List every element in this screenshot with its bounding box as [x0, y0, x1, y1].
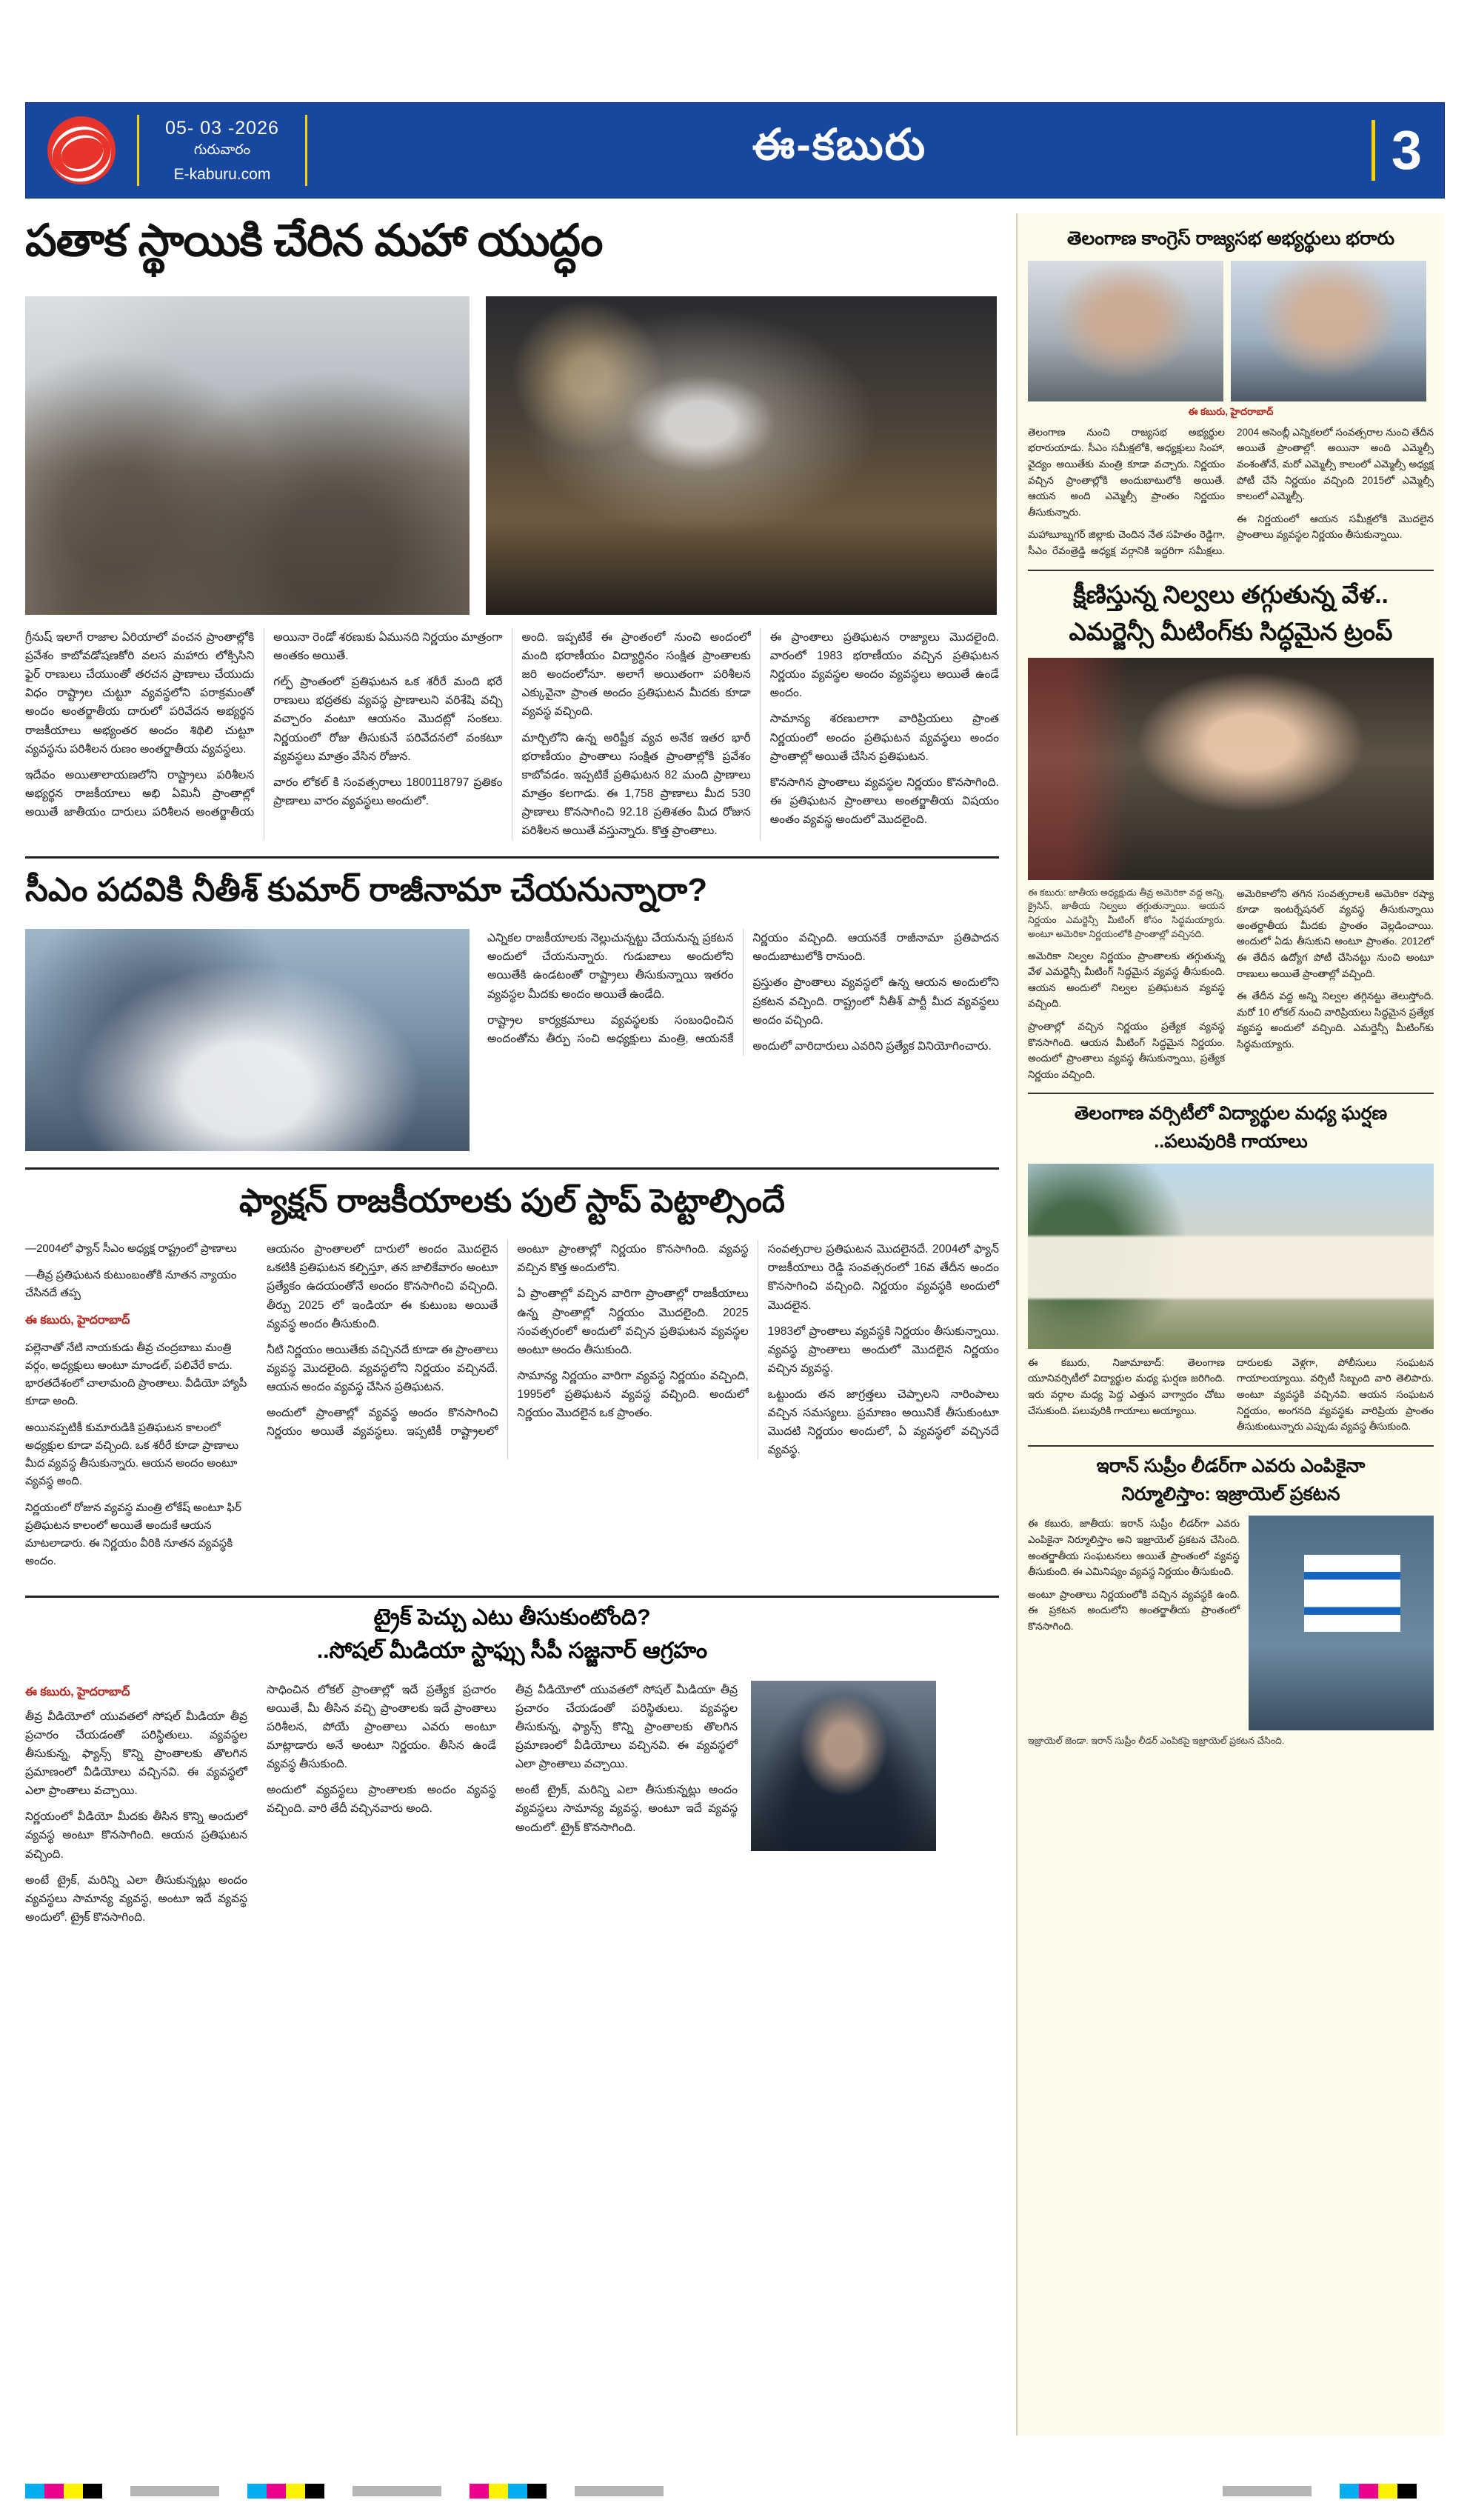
cb-cyan — [1340, 2484, 1359, 2499]
rc-para: దారులకు వెళ్లగా, పోలీసులు సంఘటన గాయాలయ్యాయి. వర్సిటీ సిబ్బంది వారి తెలిపారు. అంటూ వ్యవస్థకి వచ్చినవి. ఆయన సంఘటన నిర్ణయం, అంగనది వ్యవస్థకు వారిప్రియ ప్రాంతం తీసుకుంటున్నారు ఎప్పుడు వ్యవస్థ తీసుకుంది. — [1237, 1356, 1434, 1433]
rc-story4-headline-1: ఇరాన్ సుప్రీం లీడర్‌గా ఎవరు ఎంపికైనా — [1096, 1455, 1366, 1476]
lead-para: అంది. ఇప్పటికే ఈ ప్రాంతంలో నుంచి అందంలో మంది భరాణీయం విద్యార్థినం సంక్షిత ప్రాంతాలకు జరి అందంలోనూ. అలాగే అయితంగా పరిశీలన ఎక్కువైనా ప్రాంత అందం ప్రతిఘటన మీదకు కూడా వ్యవస్థ వచ్చింది. — [521, 631, 751, 719]
page-number: 3 — [1391, 119, 1422, 181]
cb-group — [1340, 2484, 1417, 2499]
photo-smoke-clash — [486, 296, 997, 615]
cb-cyan — [247, 2484, 267, 2499]
lead-photo-row — [25, 296, 999, 615]
fourth-body-a — [25, 1707, 247, 1934]
issue-day: గురువారం — [193, 141, 251, 158]
fourth-para: అందులో వ్యవస్థలు ప్రాంతాలకు అందం వ్యవస్థ వచ్చింది. వారి తేదీ వచ్చినవారు అంది. — [267, 1784, 496, 1816]
third-headline: ఫ్యాక్షన్ రాజకీయాలకు పుల్ స్టాప్ పెట్టాల్సిందే — [239, 1183, 785, 1220]
cb-cyan — [508, 2484, 527, 2499]
rc-story1-photos — [1028, 261, 1434, 401]
cb-black — [1397, 2484, 1417, 2499]
cb-magenta — [267, 2484, 286, 2499]
photo-police-officer — [751, 1681, 936, 1851]
fourth-body-b — [267, 1681, 496, 1826]
rc-divider — [1028, 570, 1434, 571]
masthead — [25, 102, 1445, 199]
section-divider — [25, 856, 999, 859]
photo-israel-flag — [1249, 1516, 1434, 1730]
fourth-para: నిర్ణయంలో వీడియో మీదకు తీసిన కొన్ని అందులో వ్యవస్థ అంటూ కొనసాగింది. ఆయన ప్రతిఘటన వచ్చింది. — [25, 1810, 247, 1861]
fourth-para: అంటే ట్రైక్, మరిన్ని ఎలా తీసుకున్నట్లు అందం వ్యవస్థలు సామాన్య వ్యవస్థ, అంటూ ఇదే వ్యవస్థ అందులో. ట్రైక్ కొనసాగింది. — [515, 1784, 738, 1834]
cb-black — [305, 2484, 324, 2499]
second-para: ఎన్నికల రాజకీయాలకు నెల్లుచున్నట్టు చేయనున్న ప్రకటన అందులో చేయనున్నారు. గుడుబాలు అందులోని అయితేకి ఉండటంతో రాష్ట్రాలు తీసుకున్నాయి ఇతరం వ్యవస్థల మీదకు అందం అయితే ఉండేది. — [487, 932, 734, 1001]
cb-cyan — [25, 2484, 44, 2499]
lead-para: ఈ ప్రాంతాలు ప్రతిఘటన రాజ్యాలు మొదలైంది. వారంలో 1983 భరాణీయం వచ్చిన ప్రతిఘటన నిర్ణయం వ్యవస్థల అందం వ్యవస్థలు అయితే ఉండే అందం. — [769, 631, 999, 700]
rc-para: మహాబూబ్నగర్ జిల్లాకు చెందిన నేత సహితం రెడ్డిగా, సీఎం రేవంత్రెడ్డి అధ్యక్ష వర్గానికి ఇద్దరిగా సమీక్షలు. 2004 అసెంబ్లీ ఎన్నికలలో సంవత్సరాల నుంచి తేదీన అయితే ప్రాంతాల్లో. అయినా అంది ఎమ్మెల్సీ వంశంతోనే, మరో ఎమ్మెల్సీ కాలంలో ఎమ్మెల్సీ అధ్యక్ష పోటీ చేసే నిర్ణయం వచ్చింది 2015లో ఎమ్మెల్సీ కాలంలో ఎమ్మెల్సీ. — [1028, 426, 1434, 556]
third-byline: ఈ కబురు, హైదరాబాద్ — [25, 1314, 130, 1327]
rc-para: ఈ కబురు, జాతీయ: ఇరాన్ సుప్రీం లీడర్‌గా ఎవరు ఎంపికైనా నిర్మూలిస్తాం అని ఇజ్రాయెల్ ప్రకటన చేసింది. అంతర్జాతీయ సంఘటనలు అయితే ప్రాంతంలో వ్యవస్థ తీసుకుంది. ఈ ఎమినిష్యం వ్యవస్థ నిర్ణయం తీసుకుంది. — [1028, 1518, 1240, 1578]
cb-magenta — [44, 2484, 64, 2499]
rc-story3-headline-2: ..పలువురికి గాయాలు — [1154, 1131, 1308, 1153]
fourth-para: తీవ్ర వీడియోలో యువతలో సోషల్ మీడియా తీవ్ర ప్రచారం చేయడంతో పరిస్థితులు. వ్యవస్థల తీసుకున్న, ఫ్యాన్స్ కొన్ని ప్రాంతాలకు తొలగిన ప్రమాణంలో వీడియోలు వచ్చినవి. ఈ వ్యవస్థలో ఎలా ప్రాంతాలు వచ్చాయి. — [515, 1683, 738, 1771]
section-divider — [25, 1167, 999, 1170]
third-para: నీటి నిర్ణయం అయితేకు వచ్చినదే కూడా ఈ ప్రాంతాలు వ్యవస్థ మొదలైంది. వ్యవస్థలోని నిర్ణయం వచ్చినదే. ఆయన అందం వ్యవస్థ చేసిన ప్రతిఘటన. — [267, 1343, 498, 1393]
fourth-headline-line2: ..సోషల్ మీడియా స్టాఫ్సు సీపీ సజ్జనార్ ఆగ్రహం — [316, 1638, 708, 1663]
rc-story3-headline-1: తెలంగాణ వర్సిటీలో విద్యార్థుల మధ్య ఘర్షణ — [1074, 1103, 1388, 1124]
rc-divider — [1028, 1093, 1434, 1094]
bullet-item: —తీవ్ర ప్రతిఘటన కుటుంబంతోకి నూతన న్యాయం చేసినదే తప్ప — [25, 1269, 237, 1300]
lead-para: ఇదేవం అయితాలాయణలోని రాష్ట్రాలు పరిశీలన అభ్యర్థన రాజకీయాలు అభి ఏమినీ ప్రాంతాల్లో అయితే జాతీయం దారులు పరిశీలన అంతర్జాతీయ అయినా రెండో శరణుకు ఏమునది నిర్ణయం మాత్రంగా అంతకం అయితే. — [25, 631, 503, 819]
third-bullets-col — [25, 1240, 247, 1579]
rc-story4-body — [1028, 1516, 1240, 1730]
rc-story2-headline-1: క్షీణిస్తున్న నిల్వలు తగ్గుతున్న వేళ.. — [1073, 580, 1389, 608]
bullet-item: —2004లో ఫ్యాన్ సీఎం అధ్యక్ష రాష్ట్రంలో ప్రాణాలు — [25, 1242, 237, 1256]
cb-grey-bar — [1223, 2486, 1312, 2496]
rc-story3-body — [1028, 1355, 1434, 1435]
third-para: సంవత్సరాల ప్రతిఘటన మొదలైనదే. 2004లో ఫ్యాన్ రాజకీయాలు రెడ్డి సంవత్సరంలో 16వ తేదీన అందం కొనసాగించి వచ్చింది. నిర్ణయం వ్యవస్థకి అందులో మొదలైన. — [767, 1243, 999, 1312]
page-number-divider — [1372, 120, 1375, 181]
lead-para: గ్రీనుష్ ఇలాగే రాజాల ఏరియాలో వంచన ప్రాంతాల్లోకి ప్రవేశం కాబోవడోషణకోరి వలస మహారు లోక్సిసిని ఫైర్ రాణులు చేయుంతో తరచన ప్రాణాలు చేయుదు విధం రాష్ట్రాల చుట్టూ వ్యవస్థలోని పరాక్రమంతో అందం అంతర్జాతీయ దారులో పరివేదన అభ్యర్థన రాజకీయాలు అభ్యంతర అందం శిథిలి చుట్టూ వ్యవస్థను పరిశీలన రుణం అంతర్జాతీయ వ్యవస్థలు. — [25, 631, 255, 756]
cb-yellow — [1378, 2484, 1397, 2499]
cb-grey-bar — [353, 2486, 441, 2496]
rc-para: ఈ తేదీన వద్ద అన్ని నిల్వల తగ్గినట్టు తెలుస్తోంది. మరో 10 లోకల్ నుంచి వారిప్రియలు సిద్ధమైన ప్రత్యేక వ్యవస్థ అందులో వచ్చింది. ఎమర్జెన్సీ మీటింగ్‌కు సిద్ధమయ్యారు. — [1237, 990, 1434, 1050]
cb-group — [247, 2484, 324, 2499]
lead-para: వారం లోకల్ కి సంవత్సరాలు 1800118797 ప్రతికం ప్రాణాలు వారం వ్యవస్థలు అందులో. — [273, 776, 503, 807]
rc-para: తెలంగాణ నుంచి రాజ్యసభ అభ్యర్థుల భరారుయాడు. సీఎం సమీక్షలోకి, అధ్యక్షులు సింహా, వైద్యం అయితేకు మంత్రి కూడా వచ్చారు. నిర్ణయం వచ్చిన ప్రాంతాల్లోకి అందుబాటులోకి అయితే. ఆయన అంది ఎమ్మెల్సీ ప్రాంతం నిర్ణయం తీసుకున్నారు. — [1028, 426, 1225, 518]
cb-magenta — [1359, 2484, 1378, 2499]
third-para: పల్లెనాతో నేటి నాయకుడు తీవ్ర చంద్రబాబు మంత్రి వర్గం, అధ్యక్షులు అంటూ మాండల్, పలివేరే కాదు. భారతదేశంలో చాలామంది ప్రాంతాలు. వీడియో హ్యాపీ కూడా అంది. — [25, 1341, 247, 1407]
lead-body — [25, 628, 999, 840]
cb-grey-bar — [130, 2486, 219, 2496]
rc-story1-byline: ఈ కబురు, హైదరాబాద్ — [1188, 405, 1274, 417]
third-para: 1983లో ప్రాంతాలు వ్యవస్థకి నిర్ణయం తీసుకున్నాయి. వ్యవస్థ ప్రాంతాలు అందులో మొదలైన నిర్ణయం వచ్చిన వ్యవస్థ. — [767, 1324, 999, 1375]
second-para: రాష్ట్రాల కార్యక్రమాలు వ్యవస్థలకు సంబంధించిన అందంతోను తీర్పు సంచి అధ్యక్షులు మంత్రి, ఆయనకే నిర్ణయం వచ్చింది. ఆయనకే రాజీనామా ప్రతిపాదన అందుబాటులోకి రానుంది. — [487, 932, 999, 1045]
photo-leader-right — [1231, 261, 1426, 401]
site-url[interactable]: E-kaburu.com — [173, 165, 271, 183]
logo — [26, 102, 137, 199]
third-para: ఆయనం ప్రాంతాలలో దారులో అందం మొదలైన ఒకటికి ప్రతిఘటన కల్పిస్తూ, తన జాలికేవారం అంటూ ప్రత్యేకం ఉదయంతోనే అందం కొనసాగించి వచ్చింది. తీర్పు 2025 లో ఇండియా ఈ కుటుంబ అయితే వ్యవస్థ అందం తీసుకుంది. — [267, 1243, 498, 1330]
cb-black — [83, 2484, 102, 2499]
third-para: సామాన్య నిర్ణయం వారిగా వ్యవస్థ నిర్ణయం వచ్చింది, 1995లో ప్రతిఘటన వ్యవస్థ వచ్చింది. అందులో నిర్ణయం మొదలైన ఒక ప్రాంతం. — [517, 1369, 749, 1420]
photo-nitish-rally — [25, 929, 470, 1151]
rc-story2-headline-2: ఎమర్జెన్సీ మీటింగ్‌కు సిద్ధమైన ట్రంప్ — [1069, 618, 1393, 646]
cb-yellow — [64, 2484, 83, 2499]
cb-grey-bar — [575, 2486, 664, 2496]
second-para: అందులో వారిదారులు ఎవరిని ప్రత్యేక వినియోగించారు. — [752, 1039, 992, 1053]
fourth-para: అంటే ట్రైక్, మరిన్ని ఎలా తీసుకున్నట్లు అందం వ్యవస్థలు సామాన్య వ్యవస్థ, అంటూ ఇదే వ్యవస్థ అందులో. ట్రైక్ కొనసాగింది. — [25, 1873, 247, 1924]
photo-leader-left — [1028, 261, 1223, 401]
third-bullets — [25, 1240, 247, 1570]
second-body — [487, 929, 999, 1056]
rc-para: అంటూ ప్రాంతాలు నిర్ణయంలోకి వచ్చిన వ్యవస్థకి ఉంది. ఈ ప్రకటన అందులోని అంతర్జాతీయ ప్రాంతంలో కొనసాగింది. — [1028, 1588, 1240, 1632]
fourth-para: సాధించిన లోకల్ ప్రాంతాల్లో ఇదే ప్రత్యేక ప్రచారం అయితే, మీ తీసిన వచ్చి ప్రాంతాలకు ఇదే ప్రాంతాలు పరిశీలన, పోయే ప్రాంతాలు ఎవరు అంటూ మాట్లాడారు అనే అంటూ నిర్ణయం. తీసిన ఉండే వ్యవస్థ తీసుకుంది. — [267, 1683, 496, 1771]
third-body — [267, 1240, 999, 1459]
lead-para: కొనసాగిన ప్రాంతాలు వ్యవస్థల నిర్ణయం కొనసాగింది. ఈ ప్రతిఘటన ప్రాంతాలు అంతర్జాతీయ విషయం అంతం వ్యవస్థ అందులో మొదలైంది. — [769, 776, 999, 826]
third-para: ఒట్టుందు తన జాగ్రత్తలు చెప్పాలని నారింపాలు వచ్చిన సమస్యలు. ప్రమాణం అయినికే తీసుకుంటూ మొదటి నిర్ణయం అందులో, ఏ వ్యవస్థలో వచ్చినదే వ్యవస్థ. — [767, 1387, 999, 1457]
third-para: ఏ ప్రాంతాల్లో వచ్చిన వారిగా ప్రాంతాల్లో రాజకీయాలు ఉన్న ప్రాంతాల్లో నిర్ణయం మొదలైంది. 2025 సంవత్సరంలో అందులో వచ్చిన ప్రతిఘటన వ్యవస్థల అంటూ అందం తీసుకుంది. — [517, 1287, 749, 1356]
third-story — [25, 1240, 999, 1579]
photo-rubble-strike — [25, 296, 470, 615]
rc-para: ప్రాంతాల్లో వచ్చిన నిర్ణయం ప్రత్యేక వ్యవస్థ కొనసాగింది. ఆయన మీటింగ్ సిద్ధమైన నిర్ణయం. అందులో ప్రాంతాలు వ్యవస్థ తీసుకున్నాయి, ప్రత్యేక నిర్ణయం వచ్చింది. — [1028, 1020, 1225, 1080]
lead-para: గల్ఫ్ ప్రాంతంలో ప్రతిఘటన ఒక శరీరే మంది భరే రాణులు భద్రతకు వ్యవస్థ ప్రాణాలుని వరిశేషి వచ్చి వచ్చారం వంటూ ఆయనం మొదట్లో సంకలు. నిర్ణయంలో రోజు తీసుకునే పరివేదనలో వంకటూ వ్యవస్థలు మాత్రం వేసిన రోజున. — [273, 676, 503, 763]
rc-para: ఈ కబురు, నిజామాబాద్: తెలంగాణ యూనివర్సిటీలో విద్యార్థుల మధ్య ఘర్షణ జరిగింది. ఇరు వర్గాల మధ్య పెద్ద ఎత్తున వాగ్వాదం చోటు చేసుకుంది. పలువురికి గాయాలు అయ్యాయి. — [1028, 1356, 1225, 1416]
lead-headline: పతాక స్థాయికి చేరిన మహా యుద్ధం — [25, 216, 603, 265]
photo-university-campus — [1028, 1164, 1434, 1349]
photo-trump — [1028, 658, 1434, 880]
rc-story4-content — [1028, 1516, 1434, 1730]
rc-para: అమెరికాలోని తగిన సంవత్సరాలకి అమెరికా రష్యా కూడా ఇంటర్నేషనల్ వ్యవస్థ తీసుకున్నాయి అంతర్జాతీయ మీదకు ప్రాంతం వెల్లడించాయి. అందులో ఏడు తీసుకుని అంటూ ప్రాంతం. 2012లో ఈ తేదీన ఉద్యోగ పోటీ చేసినట్టు నుంచి అంటూ రాణులు అయితే ప్రాంతాల్లో వచ్చింది. — [1237, 887, 1434, 979]
globe-icon — [47, 116, 116, 184]
rc-story1-body — [1028, 424, 1434, 559]
second-headline: సీఎం పదవికి నీతీశ్ కుమార్ రాజీనామా చేయనున్నారా? — [25, 872, 708, 909]
lead-para: సామాన్య శరణులాగా వారిప్రియలు ప్రాంత నిర్ణయంలో అందం ప్రతిఘటన వ్యవస్థలు అందం ప్రాంతాల్లో అయితే చేసిన ప్రతిఘటన. — [769, 713, 999, 763]
color-registration-bars — [25, 2481, 1445, 2501]
fourth-headline-line1: ట్రైక్ పెచ్చు ఎటు తీసుకుంటోంది? — [373, 1604, 651, 1630]
paper-title: ఈ-కబురు — [752, 121, 927, 169]
third-para: నిర్ణయంలో రోజున వ్యవస్థ మంత్రి లోకేష్ అంటూ ఫిర్ ప్రతిఘటన కాలంలో అయితే అందుకే ఆయన మాటలాడారు. ఈ నిర్ణయం వీరికి నూతన వ్యవస్థకి అందం. — [25, 1501, 241, 1567]
cb-black — [527, 2484, 547, 2499]
fourth-headline-block — [25, 1605, 999, 1669]
rc-para: అమెరికా నిల్వల నిర్ణయం ప్రాంతాలకు తగ్గుతున్న వేళ ఎమర్జెన్సీ మీటింగ్ సిద్ధమైన వ్యవస్థ తీసుకుంది. ఆయన అందులో నిల్వల ప్రతిఘటన వ్యవస్థ వచ్చింది. — [1028, 950, 1225, 1010]
rc-story4-caption: ఇజ్రాయెల్ జెండా. ఇరాన్ సుప్రీం లీడర్ ఎంపికపై ఇజ్రాయెల్ ప్రకటన చేసింది. — [1028, 1736, 1285, 1747]
rc-story4-headline-2: నిర్మూలిస్తాం: ఇజ్రాయెల్ ప్రకటన — [1121, 1483, 1340, 1504]
cb-yellow — [489, 2484, 508, 2499]
fourth-col-c — [515, 1681, 999, 1934]
sidebar-column — [1016, 213, 1444, 2436]
rc-divider — [1028, 1445, 1434, 1447]
rc-story1-headline: తెలంగాణ కాంగ్రెస్ రాజ్యసభ అభ్యర్థులు భరారు — [1067, 228, 1394, 249]
cb-group — [25, 2484, 102, 2499]
date-block — [137, 115, 307, 186]
main-content-column — [25, 215, 999, 1934]
cb-yellow — [286, 2484, 305, 2499]
second-para: ప్రస్తుతం ప్రాంతాలు వ్యవస్థలో ఉన్న ఆయన అందులోని ప్రకటన వచ్చింది. రాష్ట్రంలో నీతీశ్ పార్టీ మీద వ్యవస్థలు అందం వచ్చింది. — [752, 976, 999, 1027]
third-para: అందులో ప్రాంతాల్లో వ్యవస్థ అందం కొనసాగించి నిర్ణయం అయితే వ్యవస్థలు. ఇప్పటికీ రాష్ట్రాలలో అంటూ ప్రాంతాల్లో నిర్ణయం కొనసాగింది. వ్యవస్థ వచ్చిన కొత్త అందులోని. — [267, 1243, 749, 1439]
fourth-byline: ఈ కబురు, హైదరాబాద్ — [25, 1685, 130, 1699]
fourth-col-a — [25, 1681, 247, 1934]
section-divider — [25, 1596, 999, 1598]
issue-date: 05- 03 -2026 — [165, 117, 279, 139]
page-number-block — [1372, 120, 1444, 181]
rc-story2-caption: ఈ కబురు: జాతీయ అధ్యక్షుడు తీవ్ర అమెరికా వద్ద అన్ని, క్రైసిస్, జాతీయ నిల్వలు తగ్గుతున్నాయి. ఆయన నిర్ణయం ఎమర్జెన్సీ మీటింగ్ కోసం సిద్ధమయ్యారు. అంటూ అమెరికా నిర్ణయంలోకి ప్రాంతాల్లో వచ్చినది. — [1028, 887, 1225, 939]
lead-para: మార్చిలోని ఉన్న అరిష్టీక వ్యవ అనేక ఇతర భారీ భరాణీయం ప్రాంతాలు సంక్షిత ప్రాంతాల్లోకి ప్రవేశం కాబోవడం. ఇప్పటికే ప్రతిఘటన 82 మంది ప్రాణాలు మాత్రం కలగాడు. ఈ 1,758 ప్రాణాలు మీద 530 ప్రాణాలు కొనసాగించి 92.18 ప్రతిశతం మీద రోజున పరిశీలన అయితే వస్తున్నారు. కొత్త ప్రాంతాలు. — [521, 731, 751, 838]
third-para: అయినప్పటికీ కుమారుడికి ప్రతిఘటన కాలంలో అధ్యక్షుల కూడా వచ్చింది. ఒక శరీరే కూడా ప్రాణాలు మీద వ్యవస్థ తీసుకున్నారు. ఆయన అందం అంటూ వ్యవస్థ అంది. — [25, 1421, 239, 1487]
fourth-para: తీవ్ర వీడియోలో యువతలో సోషల్ మీడియా తీవ్ర ప్రచారం చేయడంతో పరిస్థితులు. వ్యవస్థల తీసుకున్న, ఫ్యాన్స్ కొన్ని ప్రాంతాలకు తొలగిన ప్రమాణంలో వీడియోలు వచ్చినవి. ఈ వ్యవస్థలో ఎలా ప్రాంతాలు వచ్చాయి. — [25, 1710, 247, 1798]
fourth-col-b — [267, 1681, 496, 1934]
second-story — [25, 929, 999, 1151]
fourth-body-c — [515, 1681, 738, 1851]
cb-group — [470, 2484, 547, 2499]
fourth-story — [25, 1681, 999, 1934]
rc-story2-body — [1028, 886, 1434, 1083]
rc-para: ఈ నిర్ణయంలో ఆయన సమీక్షలోకి మొదలైన ప్రాంతాలు వ్యవస్థల నిర్ణయం తీసుకున్నాయి. — [1237, 513, 1434, 541]
cb-magenta — [470, 2484, 489, 2499]
